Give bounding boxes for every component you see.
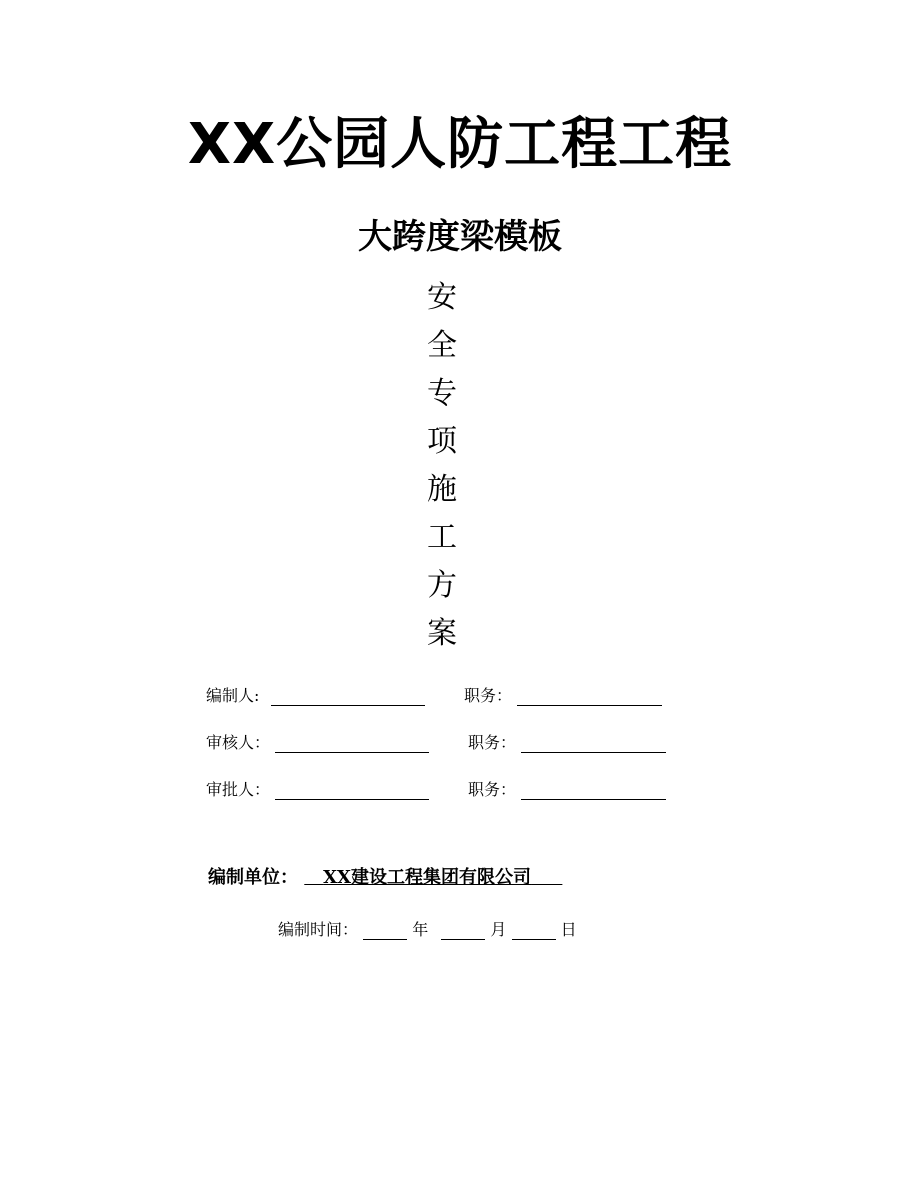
year-blank [363, 923, 407, 940]
approver-title-label: 职务： [468, 780, 517, 799]
compiler-row [206, 686, 425, 706]
approver-label: 审批人： [206, 780, 271, 799]
vertical-title-char: 施 [427, 472, 457, 507]
reviewer-title-blank [521, 736, 666, 753]
approver-row [206, 780, 429, 800]
vertical-title-char: 方 [427, 568, 457, 603]
compiler-blank [271, 689, 425, 706]
day-blank [512, 923, 556, 940]
compile-date-row [278, 920, 577, 940]
reviewer-blank [275, 736, 429, 753]
compile-date-label: 编制时间： [278, 920, 359, 939]
reviewer-label: 审核人： [206, 733, 271, 752]
month-blank [441, 923, 485, 940]
compiling-unit-label: 编制单位： [208, 867, 298, 888]
vertical-title-char: 项 [427, 424, 457, 459]
approver-title-blank [521, 783, 666, 800]
approver-blank [275, 783, 429, 800]
document-subtitle: 大跨度梁模板 [358, 217, 562, 257]
vertical-title-char: 专 [427, 376, 457, 411]
vertical-title-char: 工 [427, 520, 457, 555]
document-title: XX公园人防工程工程 [187, 112, 733, 177]
reviewer-row [206, 733, 429, 753]
approver-title-row [468, 780, 666, 800]
year-label: 年 [412, 920, 429, 939]
reviewer-title-label: 职务： [468, 733, 517, 752]
compiling-unit-row [208, 866, 562, 890]
month-label: 月 [490, 920, 507, 939]
compiler-title-label: 职务： [464, 686, 513, 705]
compiler-label: 编制人: [206, 686, 260, 705]
compiling-unit-value: XX建设工程集团有限公司 [323, 867, 532, 888]
vertical-title-char: 全 [427, 328, 457, 363]
compiler-title-row [464, 686, 662, 706]
day-label: 日 [560, 920, 577, 939]
vertical-title-char: 案 [427, 616, 457, 651]
compiler-title-blank [517, 689, 662, 706]
vertical-title-char: 安 [427, 280, 457, 315]
reviewer-title-row [468, 733, 666, 753]
